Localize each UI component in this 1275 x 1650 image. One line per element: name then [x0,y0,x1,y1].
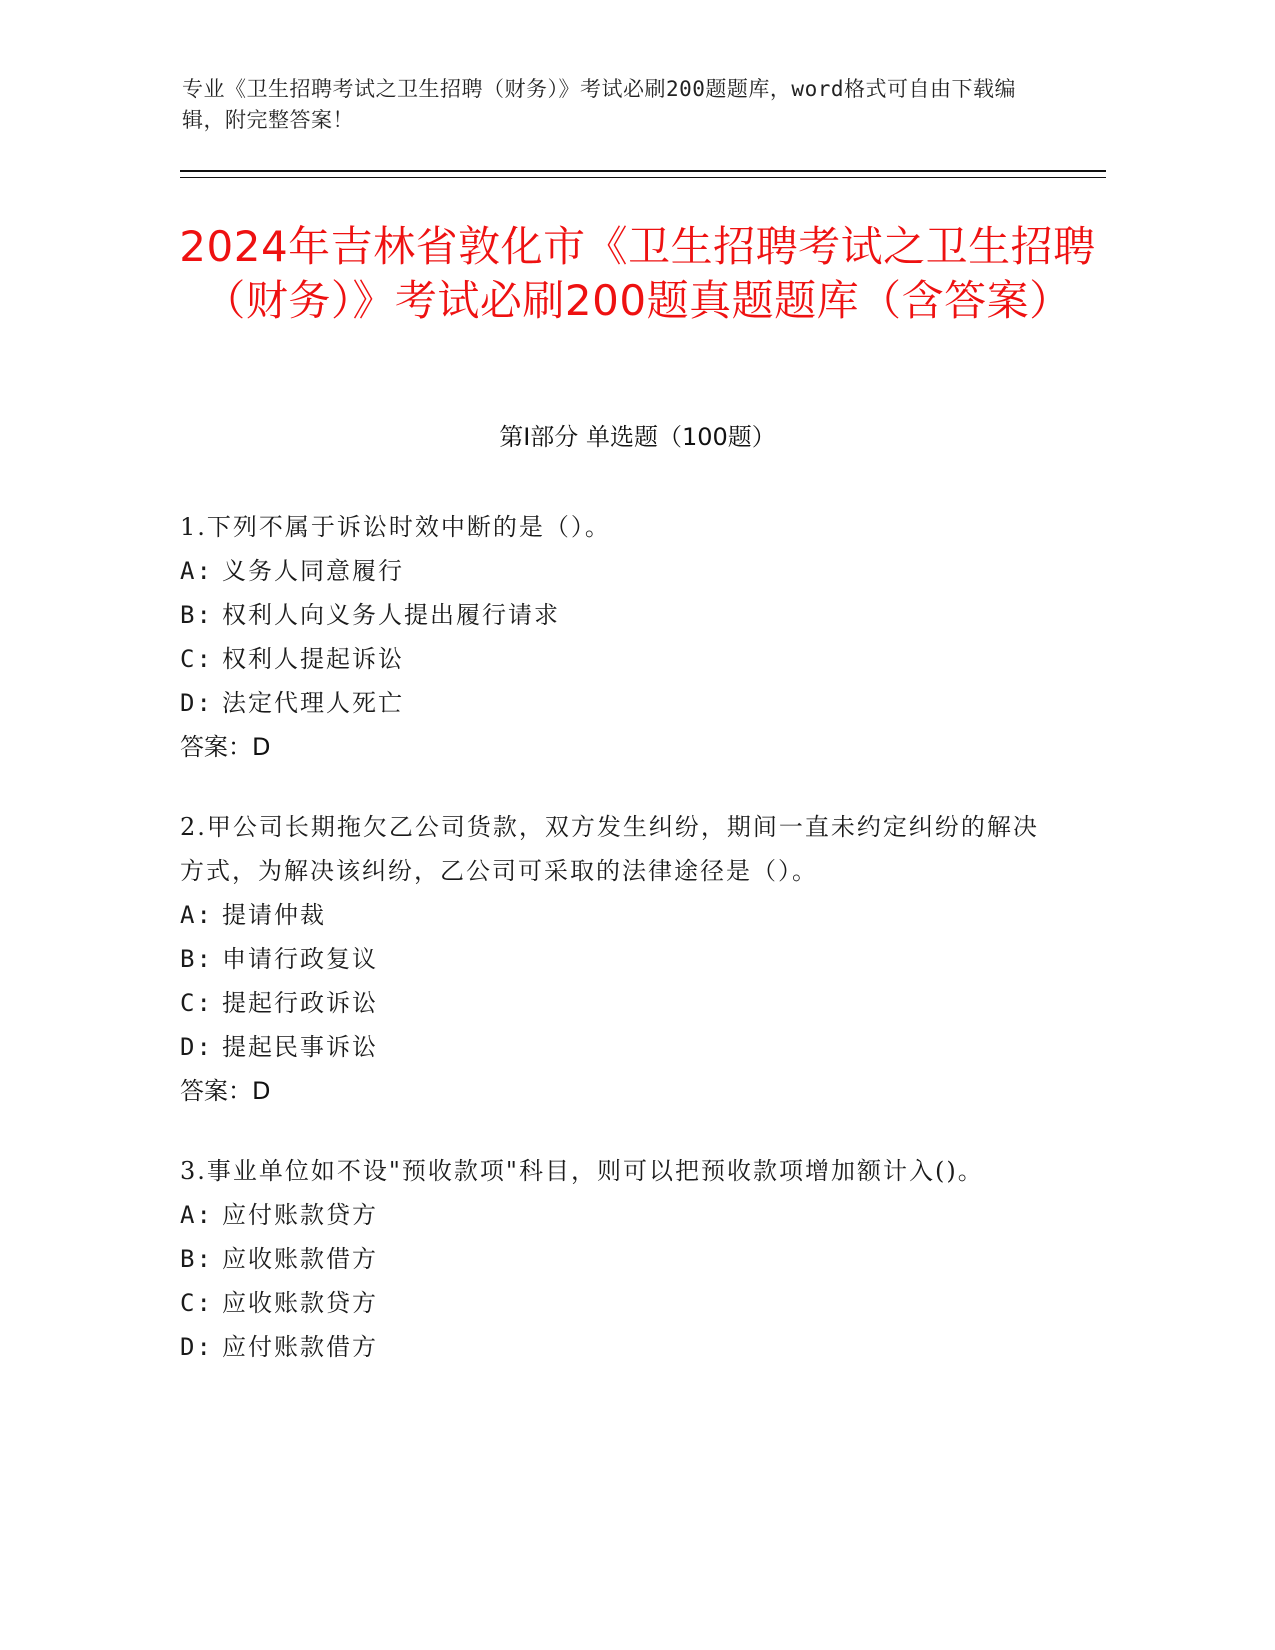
option-text: 权利人提起诉讼 [222,645,404,673]
question-item [180,505,1040,769]
option-a [180,893,1040,937]
option-key: C: [180,989,213,1017]
option-a [180,1193,1040,1237]
header-rule-thin [180,177,1106,178]
option-text: 应付账款借方 [222,1333,378,1361]
option-c [180,1281,1040,1325]
option-text: 权利人向义务人提出履行请求 [222,601,560,629]
option-text: 提请仲裁 [222,901,326,929]
question-item [180,805,1040,1113]
option-text: 提起民事诉讼 [222,1033,378,1061]
option-key: D: [180,1033,213,1061]
option-text: 法定代理人死亡 [222,689,404,717]
section-heading: 第Ⅰ部分 单选题（100题） [499,423,776,451]
option-key: C: [180,645,213,673]
question-text: 2.甲公司长期拖欠乙公司货款，双方发生纠纷，期间一直未约定纠纷的解决方式，为解决该纠纷，乙公司可采取的法律途径是（）。 [180,813,1039,885]
question-list [180,505,1040,1405]
option-text: 申请行政复议 [222,945,378,973]
option-text: 提起行政诉讼 [222,989,378,1017]
option-d [180,1325,1040,1369]
option-c [180,981,1040,1025]
option-key: B: [180,601,213,629]
option-key: B: [180,945,213,973]
header-note: 专业《卫生招聘考试之卫生招聘（财务）》考试必刷200题题库，word格式可自由下载编辑，附完整答案！ [182,77,1016,132]
option-text: 义务人同意履行 [222,557,404,585]
option-text: 应收账款贷方 [222,1289,378,1317]
option-c [180,637,1040,681]
option-d [180,681,1040,725]
option-key: D: [180,1333,213,1361]
answer-line: 答案：D [180,1077,271,1105]
option-b [180,937,1040,981]
answer-line: 答案：D [180,733,271,761]
question-text: 1.下列不属于诉讼时效中断的是（）。 [180,513,611,541]
option-text: 应收账款借方 [222,1245,378,1273]
option-d [180,1025,1040,1069]
document-title: 2024年吉林省敦化市《卫生招聘考试之卫生招聘（财务）》考试必刷200题真题题库（含答案） [179,222,1096,325]
question-item [180,1149,1040,1369]
option-key: A: [180,901,213,929]
option-key: A: [180,557,213,585]
option-key: D: [180,689,213,717]
header-rule-thick [180,170,1106,172]
option-key: B: [180,1245,213,1273]
option-key: A: [180,1201,213,1229]
option-b [180,593,1040,637]
option-b [180,1237,1040,1281]
option-key: C: [180,1289,213,1317]
option-text: 应付账款贷方 [222,1201,378,1229]
option-a [180,549,1040,593]
question-text: 3.事业单位如不设"预收款项"科目，则可以把预收款项增加额计入()。 [180,1157,984,1185]
